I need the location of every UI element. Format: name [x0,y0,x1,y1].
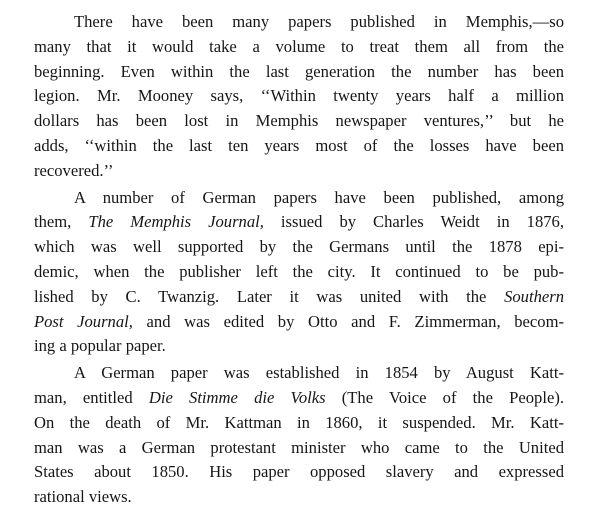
text-line [34,84,564,109]
text-line [34,334,564,359]
text-line [34,210,564,235]
text-segment: recovered.’’ [34,160,114,180]
text-line [34,485,564,510]
paragraph [34,10,564,184]
paragraph [34,186,564,360]
text-line [34,386,564,411]
text-line [34,411,564,436]
italic-title: The Memphis Journal, [88,212,264,232]
text-line [34,10,564,35]
text-segment: rational views. [34,487,132,507]
italic-title: Southern [504,286,564,306]
text-segment: On the death of Mr. Kattman in 1860, it suspended. Mr. Katt- [34,412,564,432]
text-line [34,235,564,260]
text-line [34,186,564,211]
text-segment: them, [34,212,89,232]
text-line [34,310,564,335]
text-segment: ing a popular paper. [34,336,166,356]
text-line [34,134,564,159]
text-line [34,60,564,85]
text-segment: man, entitled [34,387,149,407]
text-line [34,159,564,184]
text-line [34,260,564,285]
text-segment: There have been many papers published in Memphis,—so [74,12,564,31]
italic-title: Post Journal, [34,311,133,331]
text-segment: dollars has been lost in Memphis newspaper ventures,’’ but he [34,111,564,131]
text-segment: legion. Mr. Mooney says, ‘‘Within twenty years half a million [34,86,564,106]
text-segment: States about 1850. His paper opposed slavery and expressed [34,462,564,482]
italic-title: Die Stimme die Volks [148,387,326,407]
text-line [34,35,564,60]
text-segment: demic, when the publisher left the city. It continued to be pub- [34,261,564,281]
text-segment: (The Voice of the People). [325,387,564,407]
text-segment: beginning. Even within the last generation the number has been [34,61,564,81]
text-line [34,436,564,461]
text-segment: and was edited by Otto and F. Zimmerman, becom- [132,311,564,331]
text-segment: issued by Charles Weidt in 1876, [263,212,564,232]
text-line [34,285,564,310]
text-segment: lished by C. Twanzig. Later it was united with the [34,286,505,306]
text-segment: many that it would take a volume to treat them all from the [34,36,564,56]
text-line [34,460,564,485]
text-segment: A number of German papers have been published, among [74,187,564,207]
text-line [34,109,564,134]
text-segment: man was a German protestant minister who came to the United [34,437,564,457]
paragraph [34,361,564,510]
text-segment: adds, ‘‘within the last ten years most of the losses have been [34,135,564,155]
text-segment: which was well supported by the Germans until the 1878 epi- [34,237,564,257]
document-page [34,10,564,510]
text-line [34,361,564,386]
text-segment: A German paper was established in 1854 by August Katt- [74,363,564,383]
